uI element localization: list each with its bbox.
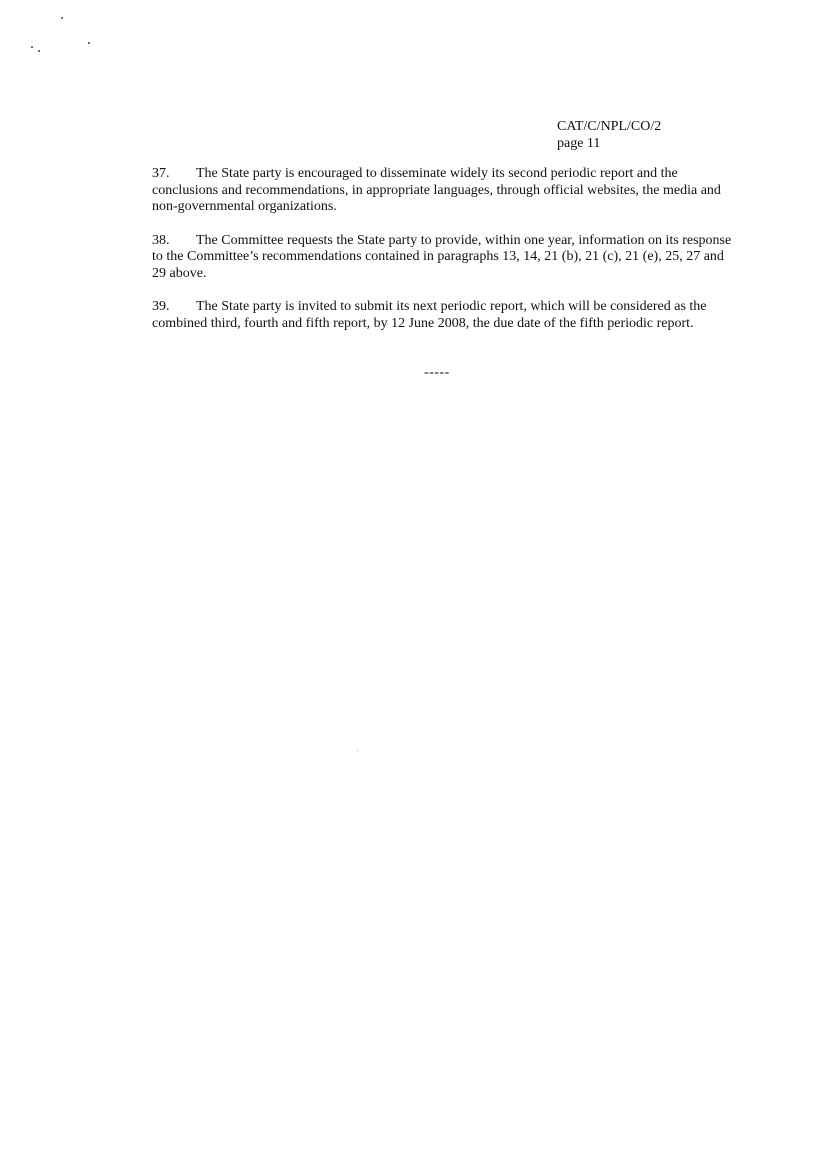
document-symbol: CAT/C/NPL/CO/2 bbox=[557, 119, 662, 134]
scan-speck bbox=[31, 46, 33, 48]
paragraph-39 bbox=[152, 299, 732, 332]
document-body bbox=[152, 166, 732, 349]
paragraph-38 bbox=[152, 233, 732, 283]
paragraph-number: 37. bbox=[152, 166, 170, 181]
paragraph-text: The Committee requests the State party to provide, within one year, information on its response to the Committee’s recommendations contained in paragraphs 13, 14, 21 (b), 21 (c), 21 (e), 25, 27 and 29 above. bbox=[152, 232, 732, 281]
scan-speck bbox=[38, 50, 40, 52]
scan-speck bbox=[61, 17, 63, 19]
page-number: page 11 bbox=[557, 136, 601, 151]
paragraph-37 bbox=[152, 166, 732, 216]
scan-speck bbox=[357, 750, 358, 751]
document-header bbox=[557, 118, 661, 152]
paragraph-number: 39. bbox=[152, 299, 170, 314]
paragraph-text: The State party is encouraged to disseminate widely its second periodic report and the conclusions and recommendations, in appropriate languages, through official websites, the media and non-governmental organizations. bbox=[152, 166, 721, 214]
paragraph-number: 38. bbox=[152, 232, 170, 248]
paragraph-text: The State party is invited to submit its next periodic report, which will be considered as the combined third, fourth and fifth report, by 12 June 2008, the due date of the fifth periodic report. bbox=[152, 299, 707, 331]
scan-speck bbox=[88, 42, 90, 44]
end-marker: ----- bbox=[424, 365, 450, 380]
